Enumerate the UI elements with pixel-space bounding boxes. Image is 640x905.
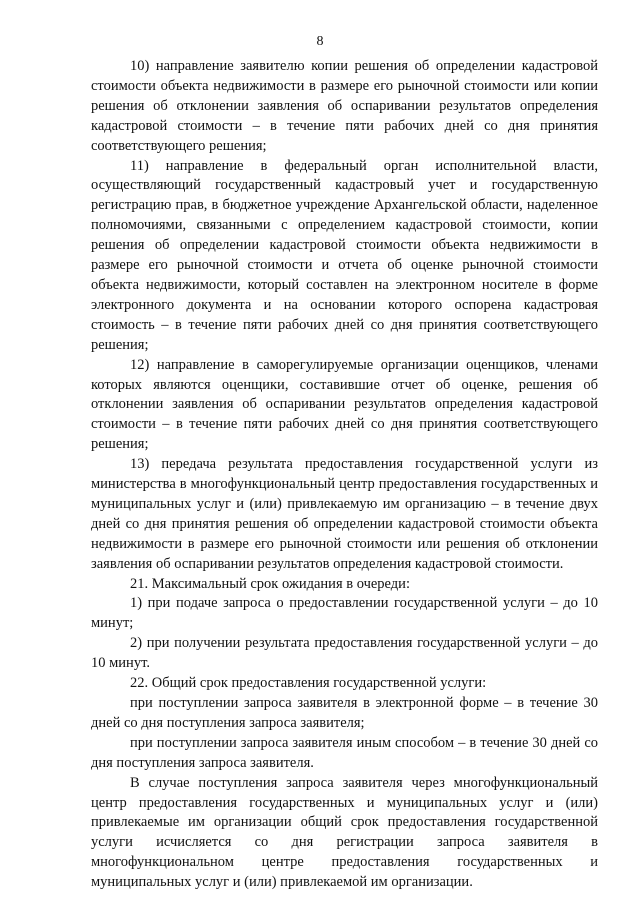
document-body — [91, 57, 598, 893]
section-22-other: при поступлении запроса заявителя иным способом – в течение 30 дней со дня поступления запроса заявителя. — [91, 734, 598, 771]
paragraph-item-12: 12) направление в саморегулируемые организации оценщиков, членами которых являются оценщики, составившие отчет об оценке, решения об отклонении заявления об оспаривании результатов определения кадастровой стоимости – в течение пяти рабочих дней со дня принятия соответствующего решения; — [91, 356, 598, 453]
paragraph-item-11: 11) направление в федеральный орган исполнительной власти, осуществляющий государственный кадастровый учет и государственную регистрацию прав, в бюджетное учреждение Архангельской области, наделенное полномочиями, связанными с определением кадастровой стоимости, копии решения об определении кадастровой стоимости объекта недвижимости в размере его рыночной стоимости и отчета об оценке рыночной стоимости объекта недвижимости, который составлен на электронном носителе в форме электронного документа и на основании которого оспорена кадастровая стоимость – в течение пяти рабочих дней со дня принятия соответствующего решения; — [91, 157, 598, 353]
section-21-item-2: 2) при получении результата предоставления государственной услуги – до 10 минут. — [91, 635, 598, 672]
section-21-item-1: 1) при подаче запроса о предоставлении государственной услуги – до 10 минут; — [91, 595, 598, 632]
paragraph-item-10: 10) направление заявителю копии решения об определении кадастровой стоимости объекта недвижимости в размере его рыночной стоимости или копии решения об отклонении заявления об оспаривании результатов определения кадастровой стоимости – в течение пяти рабочих дней со дня принятия соответствующего решения; — [91, 58, 598, 154]
section-22-electronic: при поступлении запроса заявителя в электронной форме – в течение 30 дней со дня поступления запроса заявителя; — [91, 695, 598, 731]
section-22-mfc: В случае поступления запроса заявителя через многофункциональный центр предоставления государственных и муниципальных услуг и (или) привлекаемые им организации общий срок предоставления государственной услуги исчисляется со дня регистрации запроса заявителя в многофункциональном центре предоставления государственных и муниципальных услуг и (или) привлекаемой им организации. — [91, 774, 598, 891]
paragraph-item-13: 13) передача результата предоставления государственной услуги из министерства в многофункциональный центр предоставления государственных и муниципальных услуг и (или) привлекаемую им организацию – в течение двух дней со дня принятия решения об определении кадастровой стоимости объекта недвижимости в размере его рыночной стоимости или решения об отклонении заявления об оспаривании результатов определения кадастровой стоимости. — [91, 456, 598, 572]
section-22-heading: 22. Общий срок предоставления государственной услуги: — [130, 675, 487, 692]
page-number: 8 — [316, 34, 324, 49]
section-21-heading: 21. Максимальный срок ожидания в очереди: — [130, 575, 410, 592]
